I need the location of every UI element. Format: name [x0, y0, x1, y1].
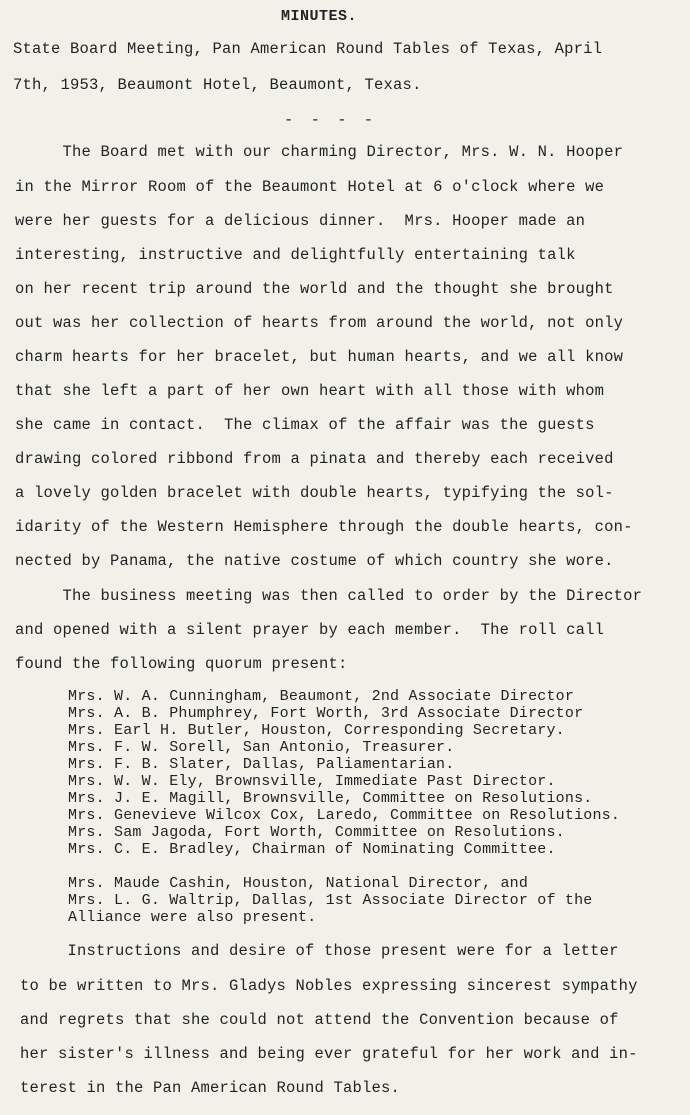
paragraph-line: terest in the Pan American Round Tables. [20, 1079, 401, 1097]
list-item: Mrs. J. E. Magill, Brownsville, Committee on Resolutions. [68, 790, 593, 807]
list-item: Mrs. Maude Cashin, Houston, National Director, and [68, 875, 529, 892]
paragraph-line: interesting, instructive and delightfully entertaining talk [15, 246, 576, 264]
paragraph-line: her sister's illness and being ever grateful for her work and in- [20, 1045, 638, 1063]
paragraph-line: a lovely golden bracelet with double hearts, typifying the sol- [15, 484, 614, 502]
list-item: Mrs. F. W. Sorell, San Antonio, Treasurer. [68, 739, 455, 756]
paragraph-line: charm hearts for her bracelet, but human hearts, and we all know [15, 348, 624, 366]
paragraph-line: that she left a part of her own heart with all those with whom [15, 382, 605, 400]
paragraph-line: and regrets that she could not attend the Convention because of [20, 1011, 619, 1029]
separator: - - - - [284, 111, 378, 129]
paragraph-line: she came in contact. The climax of the affair was the guests [15, 416, 595, 434]
paragraph-line: Instructions and desire of those present were for a letter [20, 942, 619, 960]
list-item: Mrs. Earl H. Butler, Houston, Corresponding Secretary. [68, 722, 565, 739]
paragraph-line: on her recent trip around the world and the thought she brought [15, 280, 614, 298]
list-item: Mrs. W. A. Cunningham, Beaumont, 2nd Associate Director [68, 688, 575, 705]
document-title: MINUTES. [281, 8, 358, 25]
header-line: State Board Meeting, Pan American Round Tables of Texas, April [13, 40, 603, 58]
list-item: Mrs. C. E. Bradley, Chairman of Nominating Committee. [68, 841, 556, 858]
paragraph-line: out was her collection of hearts from around the world, not only [15, 314, 624, 332]
list-item: Mrs. Sam Jagoda, Fort Worth, Committee on Resolutions. [68, 824, 565, 841]
list-item: Mrs. Genevieve Wilcox Cox, Laredo, Committee on Resolutions. [68, 807, 621, 824]
paragraph-line: in the Mirror Room of the Beaumont Hotel at 6 o'clock where we [15, 178, 605, 196]
list-item: Mrs. F. B. Slater, Dallas, Paliamentarian. [68, 756, 455, 773]
list-item: Alliance were also present. [68, 909, 317, 926]
list-item: Mrs. W. W. Ely, Brownsville, Immediate Past Director. [68, 773, 556, 790]
paragraph-line: The Board met with our charming Director, Mrs. W. N. Hooper [15, 143, 624, 161]
paragraph-line: to be written to Mrs. Gladys Nobles expressing sincerest sympathy [20, 977, 638, 995]
paragraph-line: The business meeting was then called to order by the Director [15, 587, 643, 605]
paragraph-line: and opened with a silent prayer by each member. The roll call [15, 621, 605, 639]
paragraph-line: idarity of the Western Hemisphere through the double hearts, con- [15, 518, 633, 536]
list-item: Mrs. L. G. Waltrip, Dallas, 1st Associate Director of the [68, 892, 593, 909]
list-item: Mrs. A. B. Phumphrey, Fort Worth, 3rd Associate Director [68, 705, 584, 722]
paragraph-line: were her guests for a delicious dinner. Mrs. Hooper made an [15, 212, 586, 230]
paragraph-line: nected by Panama, the native costume of which country she wore. [15, 552, 614, 570]
paragraph-line: found the following quorum present: [15, 655, 348, 673]
paragraph-line: drawing colored ribbond from a pinata and thereby each received [15, 450, 614, 468]
header-line: 7th, 1953, Beaumont Hotel, Beaumont, Texas. [13, 76, 422, 94]
